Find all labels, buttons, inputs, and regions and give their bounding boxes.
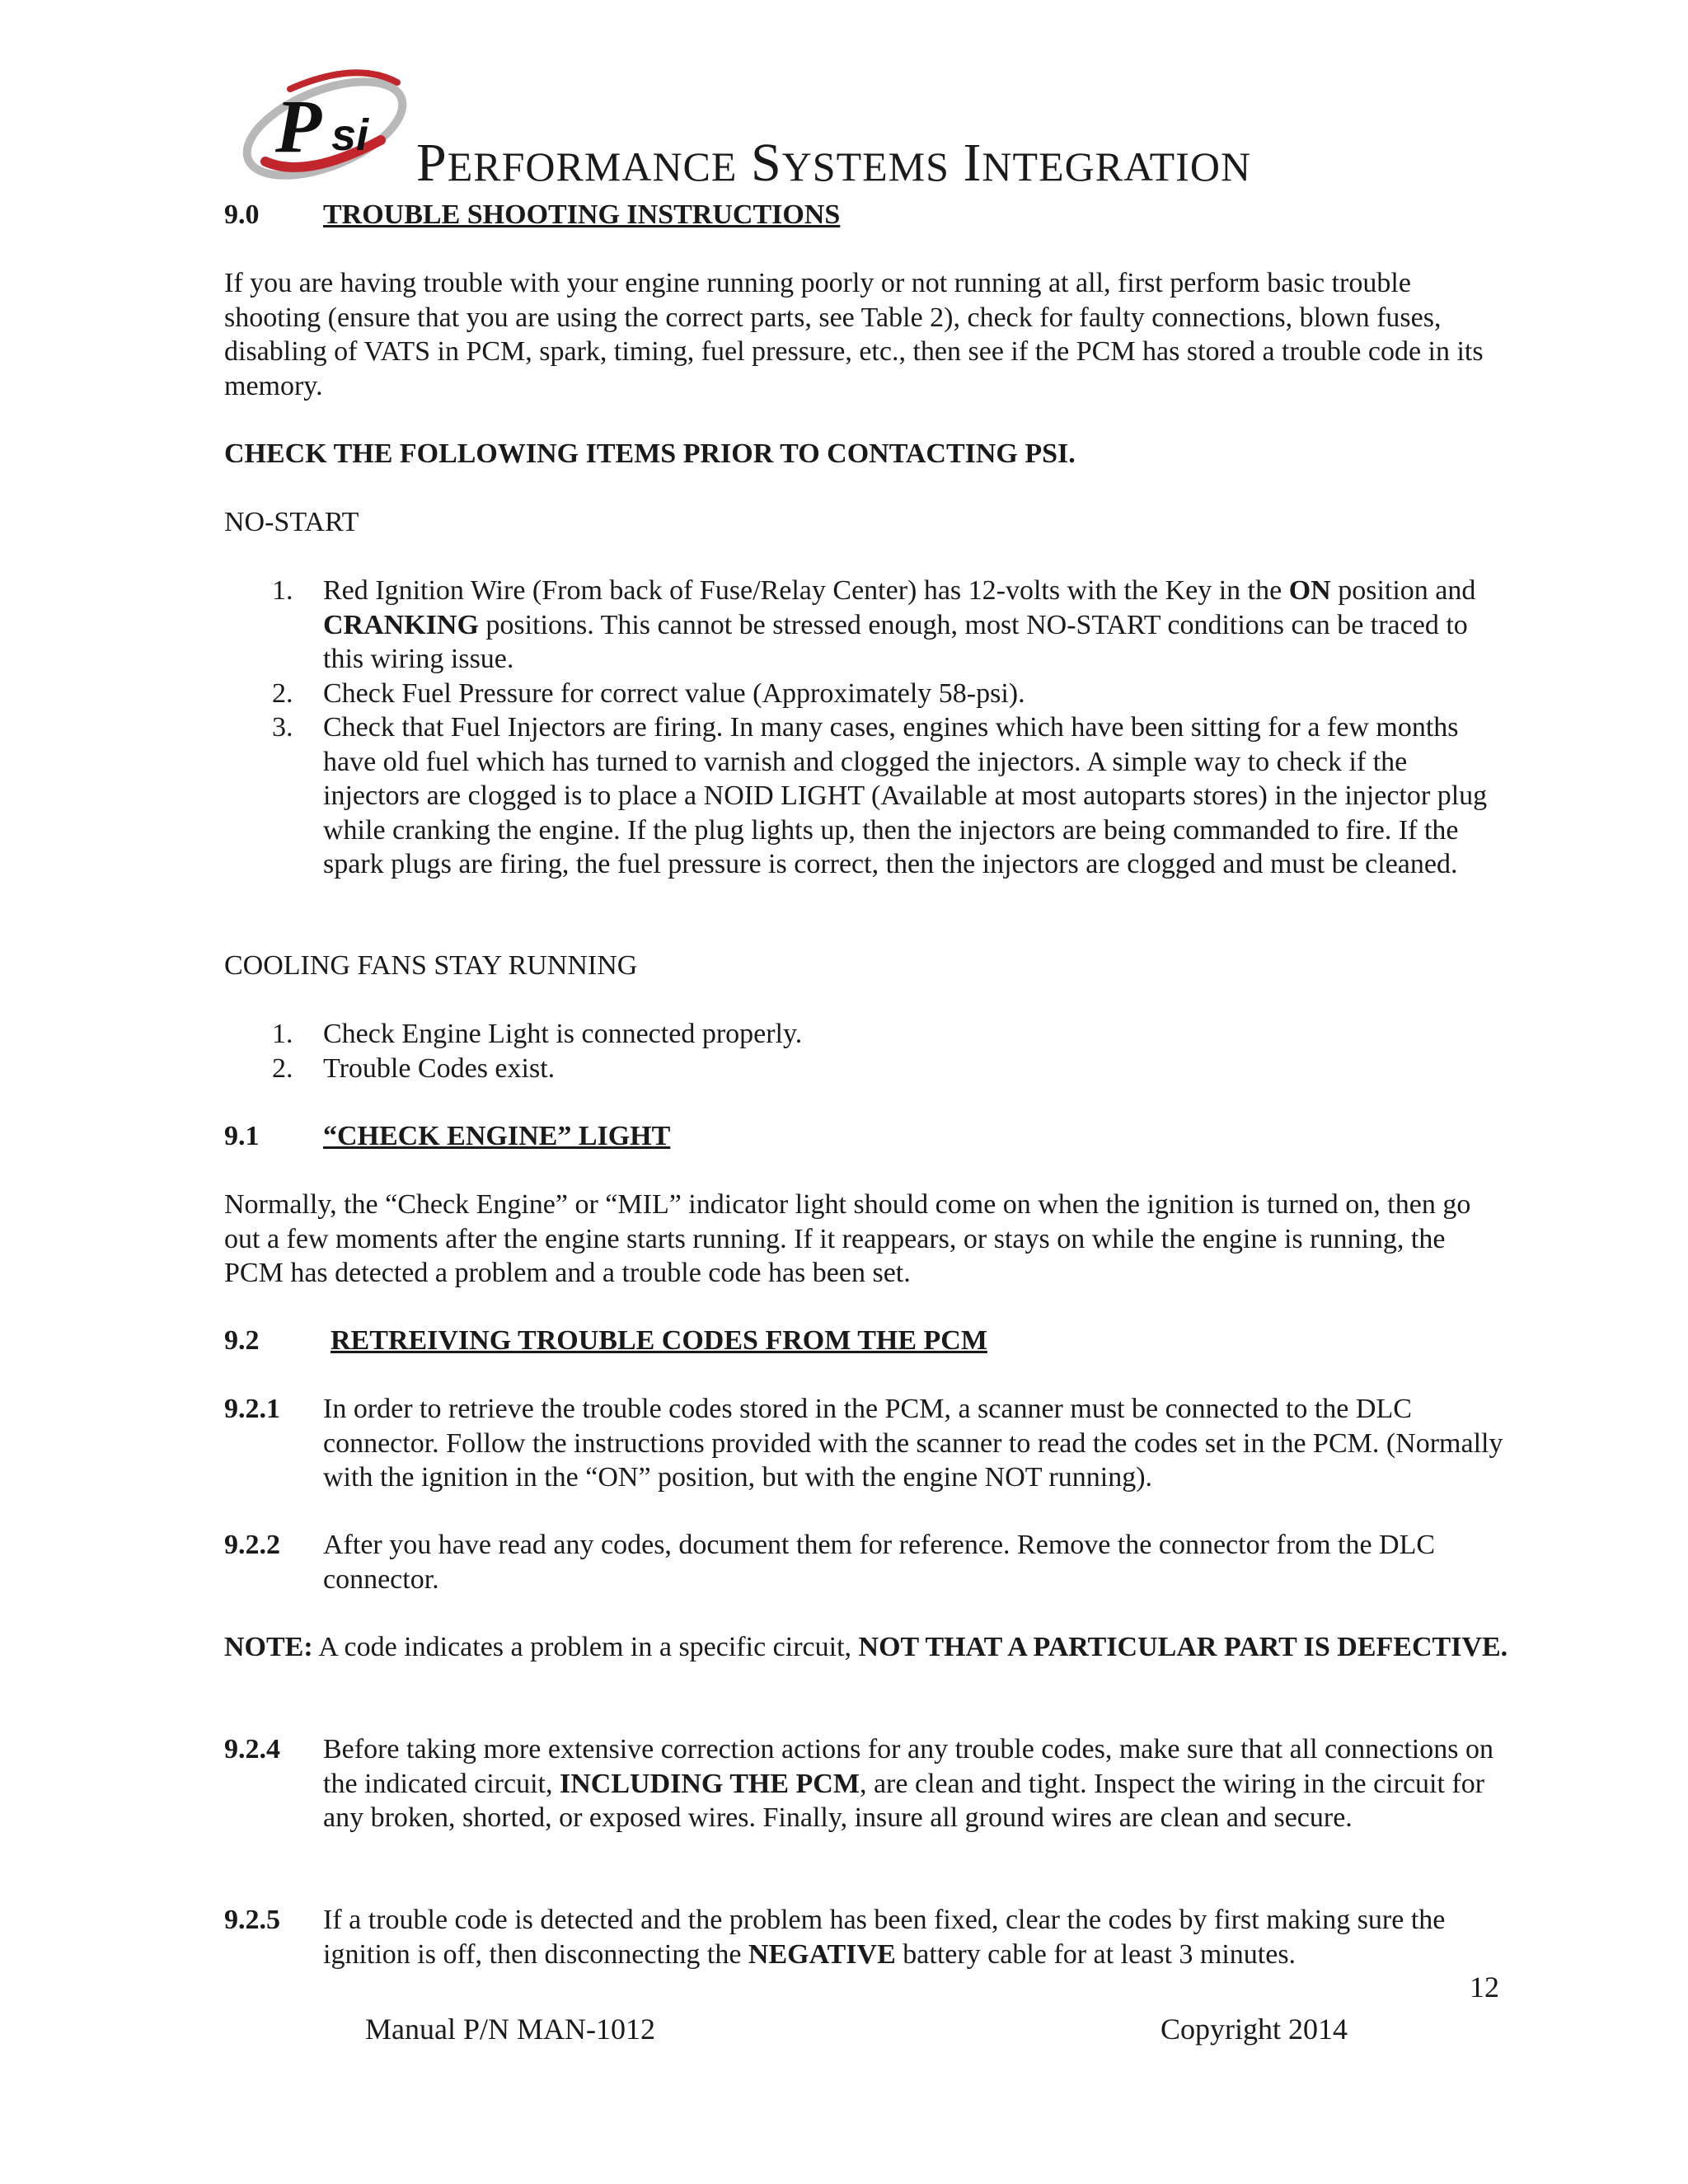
subsection-9-2-1: 9.2.1 In order to retrieve the trouble codes stored in the PCM, a scanner must be connected to the DLC connector. Follow the instructions provided with the scanner to read the codes set in the PCM. (Normally with the ignition in the “ON” position, but with the engine NOT running). xyxy=(224,1394,1503,1493)
subsection-9-2-2: 9.2.2 After you have read any codes, document them for reference. Remove the connector from the DLC connector. xyxy=(224,1530,1436,1595)
list-item: 2. Check Fuel Pressure for correct value (Approximately 58-psi). xyxy=(272,677,1025,709)
svg-text:si: si xyxy=(331,110,369,160)
intro-paragraph: If you are having trouble with your engine running poorly or not running at all, first perform basic trouble shooting (ensure that you are using the correct parts, see Table 2), check for faulty connections, blown fuses, disabling of VATS in PCM, spark, timing, fuel pressure, etc., then see if the PCM has stored a trouble code in its memory. xyxy=(224,268,1484,401)
section-title: “CHECK ENGINE” LIGHT xyxy=(323,1121,671,1151)
list-item: 2. Trouble Codes exist. xyxy=(272,1052,556,1084)
fans-heading: COOLING FANS STAY RUNNING xyxy=(224,950,638,981)
svg-text:P: P xyxy=(275,84,322,168)
psi-logo xyxy=(232,64,414,180)
section-number: 9.1 xyxy=(224,1121,260,1151)
check-engine-paragraph: Normally, the “Check Engine” or “MIL” indicator light should come on when the ignition is turned on, then go out a few moments after the engine starts running. If it reappears, or stays on while the engine is running, the PCM has detected a problem and a trouble code has been set. xyxy=(224,1189,1471,1288)
page-number: 12 xyxy=(1470,1971,1499,2004)
fans-list xyxy=(224,1017,1510,1085)
list-item: 1. Check Engine Light is connected properly. xyxy=(272,1019,803,1049)
section-title: RETREIVING TROUBLE CODES FROM THE PCM xyxy=(331,1325,987,1356)
nostart-heading: NO-START xyxy=(224,507,359,537)
check-heading: CHECK THE FOLLOWING ITEMS PRIOR TO CONTACTING PSI. xyxy=(224,438,1076,469)
manual-part-number: Manual P/N MAN-1012 xyxy=(365,2013,655,2046)
note-paragraph: NOTE: A code indicates a problem in a specific circuit, NOT THAT A PARTICULAR PART IS DEFECTIVE. xyxy=(224,1632,1508,1662)
section-number: 9.0 xyxy=(224,199,260,230)
list-item: 3. Check that Fuel Injectors are firing. In many cases, engines which have been sitting for a few months have old fuel which has turned to varnish and clogged the injectors. A simple way to check if the injectors are clogged is to place a NOID LIGHT (Available at most autoparts stores) in the injector plug while cranking the engine. If the plug lights up, then the injectors are being commanded to fire. If the spark plugs are firing, the fuel pressure is correct, then the injectors are clogged and must be cleaned. xyxy=(272,712,1488,879)
company-name: PERFORMANCE SYSTEMS INTEGRATION xyxy=(416,133,1252,193)
subsection-9-2-5: 9.2.5 If a trouble code is detected and the problem has been fixed, clear the codes by first making sure the ignition is off, then disconnecting the NEGATIVE battery cable for at least 3 minutes. xyxy=(224,1905,1446,1970)
section-number: 9.2 xyxy=(224,1325,260,1356)
copyright: Copyright 2014 xyxy=(1160,2013,1348,2046)
nostart-list xyxy=(224,574,1510,882)
subsection-9-2-4: 9.2.4 Before taking more extensive correction actions for any trouble codes, make sure that all connections on the indicated circuit, INCLUDING THE PCM, are clean and tight. Inspect the wiring in the circuit for any broken, shorted, or exposed wires. Finally, insure all ground wires are clean and secure. xyxy=(224,1734,1493,1833)
list-item: 1. Red Ignition Wire (From back of Fuse/Relay Center) has 12-volts with the Key in the ON position and CRANKING positions. This cannot be stressed enough, most NO-START conditions can be traced to this wiring issue. xyxy=(272,575,1476,674)
section-title: TROUBLE SHOOTING INSTRUCTIONS xyxy=(323,199,841,230)
